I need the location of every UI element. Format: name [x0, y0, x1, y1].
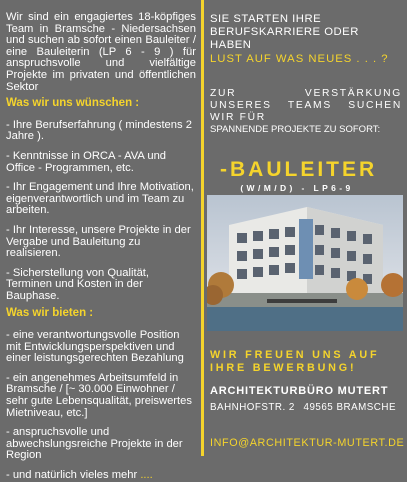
email-link[interactable]: INFO@ARCHITEKTUR-MUTERT.DE: [210, 437, 405, 449]
offer-list: [6, 330, 196, 462]
wish-list: [6, 120, 196, 303]
subline: ZUR VERSTÄRKUNG UNSERES TEAMS SUCHEN WIR FÜR: [210, 88, 402, 123]
company-name: ARCHITEKTURBÜRO MUTERT: [210, 385, 389, 397]
headline: SIE STARTEN IHRE BERUFSKARRIERE ODER HABEN: [210, 13, 359, 51]
wish-heading: Was wir uns wünschen :: [6, 97, 140, 110]
intro-text: Wir sind ein engagiertes 18-köpfiges Team in Bramsche - Niedersachsen und suchen ab sofort einen Bauleiter / eine Bauleiterin (LP 6 - 9 ) für anspruchsvolle und vielfältige Projekte im privaten und öffentlichen Sektor: [6, 11, 196, 93]
closing-message: WIR FREUEN UNS AUF IHRE BEWERBUNG!: [210, 349, 380, 374]
subline-2: SPANNENDE PROJEKTE ZU SOFORT:: [210, 124, 381, 135]
list-item: - ein angenehmes Arbeitsumfeld in Bramsche / [~ 30.000 Einwohner / sehr gute Lebensqualität, preiswertes Mietniveau, etc.]: [6, 371, 192, 419]
address: [210, 402, 402, 413]
list-item: - Kenntnisse in ORCA - AVA und Office - Programmen, etc.: [6, 149, 167, 174]
last-line: [6, 470, 196, 482]
right-column: [210, 13, 402, 193]
building-illustration: [207, 195, 403, 331]
list-item: - anspruchsvolle und abwechslungsreiche Projekte in der Region: [6, 426, 183, 462]
list-item: - Ihre Berufserfahrung ( mindestens 2 Jahre ).: [6, 118, 192, 143]
left-column: [6, 12, 196, 482]
list-item: - Sicherstellung von Qualität, Terminen und Kosten in der Bauphase.: [6, 266, 150, 302]
headline-accent: LUST AUF WAS NEUES . . . ?: [210, 53, 389, 65]
city: 49565 BRAMSCHE: [303, 402, 396, 413]
job-title: -BAULEITER: [220, 158, 378, 181]
list-item: - Ihr Engagement und Ihre Motivation, eigenverantwortlich und im Team zu arbeiten.: [6, 181, 194, 217]
vertical-divider: [201, 0, 204, 456]
list-item: - eine verantwortungsvolle Position mit Entwicklungsperspektiven und einer leistungsgerechten Bezahlung: [6, 329, 184, 365]
building-rendering: [207, 195, 403, 331]
job-subtitle: (W/M/D) - LP6-9: [240, 183, 354, 193]
offer-heading: Was wir bieten :: [6, 307, 94, 320]
list-item: - Ihr Interesse, unsere Projekte in der Vergabe und Bauleitung zu realisieren.: [6, 223, 191, 260]
last-line-text: - und natürlich vieles mehr: [6, 469, 138, 481]
last-line-dots: ....: [140, 469, 153, 481]
street: BAHNHOFSTR. 2: [210, 402, 295, 413]
